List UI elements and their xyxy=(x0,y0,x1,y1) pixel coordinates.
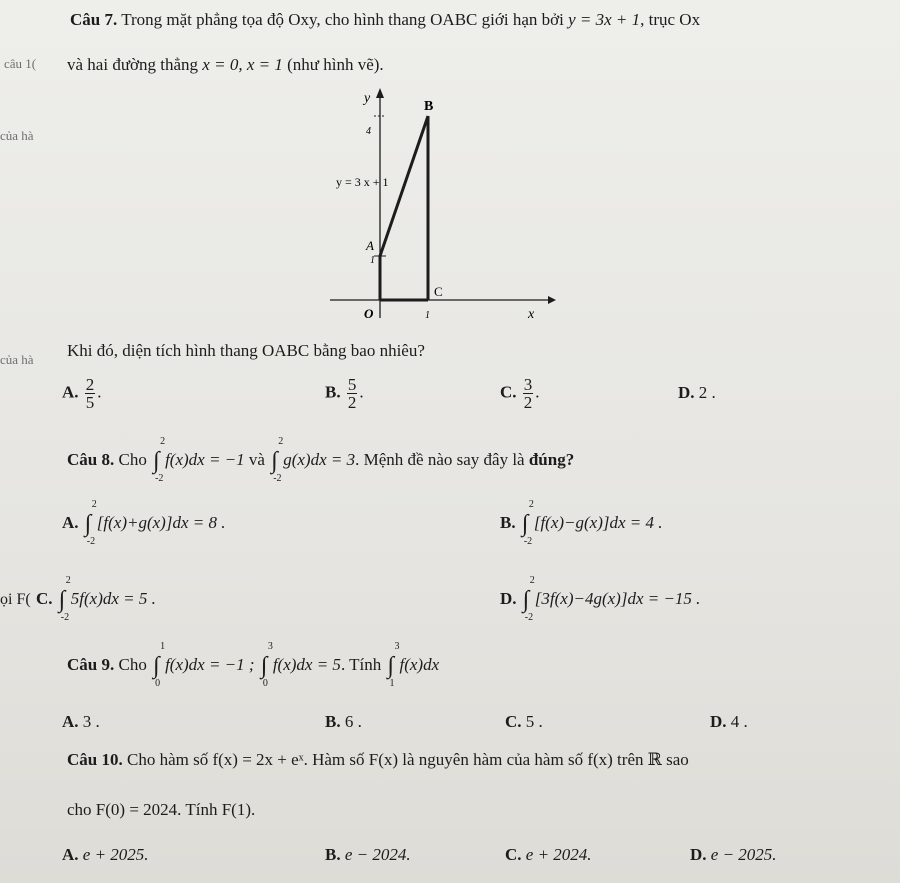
q9-stem xyxy=(67,641,440,689)
q9-option-b-label: B. xyxy=(325,712,341,731)
q9-int2-body: f(x)dx = 5 xyxy=(272,654,341,674)
q7-line2 xyxy=(67,55,384,75)
q10-option-a[interactable] xyxy=(62,845,149,865)
q10-label: Câu 10. xyxy=(67,750,123,769)
q8-option-a-integral: ∫ 2 -2 xyxy=(84,499,97,547)
q7-option-b[interactable] xyxy=(325,376,364,411)
q8-option-d-label: D. xyxy=(500,588,517,608)
q8-option-b-upper: 2 xyxy=(528,499,534,510)
q9-integral-2: ∫ 3 0 xyxy=(260,641,273,689)
q8-option-b-integral: ∫ 2 -2 xyxy=(521,499,534,547)
q8-option-c-label: C. xyxy=(36,588,53,608)
q9-intro: Cho xyxy=(118,654,147,674)
q9-option-d[interactable] xyxy=(710,712,748,732)
q7-option-a-den: 5 xyxy=(85,393,95,412)
q7-option-c[interactable] xyxy=(500,376,540,411)
q7-eq2: x = 0, x = 1 xyxy=(202,55,283,74)
q10-option-a-text: e + 2025. xyxy=(82,845,149,864)
q9-int1-lower: 0 xyxy=(155,678,161,689)
q7-text1: Trong mặt phẳng tọa độ Oxy, cho hình thang OABC giới hạn bởi xyxy=(121,10,564,29)
tick-y4-label: 4 xyxy=(366,126,371,137)
q7-option-a-num: 2 xyxy=(85,375,95,394)
q8-integral-2: ∫ 2 -2 xyxy=(271,436,284,484)
q10-option-b[interactable] xyxy=(325,845,411,865)
origin-label: O xyxy=(364,306,374,321)
q7-label: Câu 7. xyxy=(70,10,118,29)
q9-option-c[interactable] xyxy=(505,712,543,732)
q7-eq1: y = 3x + 1 xyxy=(568,10,641,29)
q9-int1-body: f(x)dx = −1 ; xyxy=(165,654,255,674)
q8-option-d-body: [3f(x)−4g(x)]dx = −15 . xyxy=(534,588,701,608)
q7-option-c-num: 3 xyxy=(523,375,533,394)
q7-option-b-tail: . xyxy=(359,382,364,402)
q7-line1 xyxy=(70,10,700,30)
q9-integral-3: ∫ 3 1 xyxy=(387,641,400,689)
q9-integral-1: ∫ 1 0 xyxy=(153,641,166,689)
q8-option-d-lower: -2 xyxy=(524,612,534,623)
q9-option-a-text: 3 . xyxy=(82,712,100,731)
q8-int1-body: f(x)dx = −1 xyxy=(165,449,245,469)
q9-option-d-text: 4 . xyxy=(730,712,748,731)
x-axis-arrow xyxy=(548,296,556,304)
q8-option-a-upper: 2 xyxy=(91,499,97,510)
q8-option-c-body: 5f(x)dx = 5 . xyxy=(70,588,156,608)
q10-option-c-text: e + 2024. xyxy=(525,845,592,864)
line-equation-label: y = 3 x + 1 xyxy=(336,175,389,189)
q10-option-b-label: B. xyxy=(325,845,341,864)
q7-option-b-den: 2 xyxy=(347,393,357,412)
bleed-text-3: của hà xyxy=(0,352,34,367)
q10-option-a-label: A. xyxy=(62,845,79,864)
q8-option-a-body: [f(x)+g(x)]dx = 8 . xyxy=(96,512,226,532)
q7-option-d[interactable] xyxy=(678,383,716,403)
q8-option-b-body: [f(x)−g(x)]dx = 4 . xyxy=(533,512,663,532)
q9-option-a-label: A. xyxy=(62,712,79,731)
q8-option-c[interactable] xyxy=(36,575,156,623)
x-axis-label: x xyxy=(528,307,535,322)
q9-option-a[interactable] xyxy=(62,712,100,732)
q8-connector: và xyxy=(248,449,265,469)
q10-option-d[interactable] xyxy=(690,845,777,865)
q8-option-d-upper: 2 xyxy=(529,575,535,586)
q7-option-d-text: 2 . xyxy=(698,383,716,402)
q8-integral-1: ∫ 2 -2 xyxy=(153,436,166,484)
q9-int3-lower: 1 xyxy=(389,678,395,689)
q8-int2-upper: 2 xyxy=(278,436,284,447)
point-a-label: A xyxy=(366,238,374,253)
q8-stem xyxy=(67,436,575,484)
q9-int2-lower: 0 xyxy=(262,678,268,689)
q8-tail-bold: đúng? xyxy=(528,449,575,469)
q10-text1: Cho hàm số f(x) = 2x + eˣ. Hàm số F(x) là nguyên hàm của hàm số f(x) trên ℝ sao xyxy=(126,750,689,769)
q8-intro: Cho xyxy=(118,449,147,469)
y-axis-arrow xyxy=(376,88,384,98)
q9-option-c-text: 5 . xyxy=(525,712,543,731)
trapezoid-figure xyxy=(330,88,560,328)
q8-option-a-label: A. xyxy=(62,512,79,532)
q9-int3-body: f(x)dx xyxy=(399,654,440,674)
q9-int3-upper: 3 xyxy=(394,641,400,652)
point-c-label: C xyxy=(434,284,443,299)
q7-option-b-frac xyxy=(347,376,358,411)
q8-int2-body: g(x)dx = 3 xyxy=(283,449,356,469)
q8-option-c-integral: ∫ 2 -2 xyxy=(58,575,71,623)
q8-option-a-lower: -2 xyxy=(86,536,96,547)
q10-option-b-text: e − 2024. xyxy=(344,845,411,864)
q7-text2: và hai đường thẳng xyxy=(67,55,199,74)
q10-option-d-text: e − 2025. xyxy=(710,845,777,864)
q8-tail: . Mệnh đề nào say đây là xyxy=(355,449,525,469)
q8-option-d[interactable] xyxy=(500,575,701,623)
q8-option-b-label: B. xyxy=(500,512,516,532)
q7-tail2: (như hình vẽ). xyxy=(287,55,384,74)
q8-option-b[interactable] xyxy=(500,499,663,547)
q9-option-b[interactable] xyxy=(325,712,362,732)
q7-option-a-tail: . xyxy=(97,382,102,402)
q10-line2: cho F(0) = 2024. Tính F(1). xyxy=(67,800,256,819)
q7-option-a[interactable] xyxy=(62,376,102,411)
q9-label: Câu 9. xyxy=(67,654,115,674)
q7-option-c-den: 2 xyxy=(523,393,533,412)
q7-tail1: , trục Ox xyxy=(640,10,701,29)
q9-option-c-label: C. xyxy=(505,712,522,731)
q8-label: Câu 8. xyxy=(67,449,115,469)
q7-option-b-num: 5 xyxy=(347,375,357,394)
q9-mid: . Tính xyxy=(340,654,382,674)
q7-option-c-label: C. xyxy=(500,382,517,402)
q8-int1-upper: 2 xyxy=(160,436,166,447)
q7-option-a-frac xyxy=(85,376,96,411)
q9-option-d-label: D. xyxy=(710,712,727,731)
q9-option-b-text: 6 . xyxy=(344,712,362,731)
q9-int1-upper: 1 xyxy=(160,641,166,652)
q7-option-c-frac xyxy=(523,376,534,411)
bleed-text-4: ọi F( xyxy=(0,591,31,608)
q9-int2-upper: 3 xyxy=(267,641,273,652)
q7-option-d-label: D. xyxy=(678,383,695,402)
q8-option-b-lower: -2 xyxy=(523,536,533,547)
point-b-label: B xyxy=(424,99,434,114)
q10-option-c-label: C. xyxy=(505,845,522,864)
q8-option-a[interactable] xyxy=(62,499,226,547)
q8-int1-lower: -2 xyxy=(155,473,164,484)
q8-option-c-lower: -2 xyxy=(60,612,70,623)
bleed-text-1: câu 1( xyxy=(4,56,37,71)
q10-option-c[interactable] xyxy=(505,845,592,865)
q8-int2-lower: -2 xyxy=(273,473,282,484)
q10-line1 xyxy=(67,750,689,770)
q7-question: Khi đó, diện tích hình thang OABC bằng bao nhiêu? xyxy=(67,341,425,360)
q7-option-c-tail: . xyxy=(535,382,540,402)
y-axis-label: y xyxy=(364,91,371,106)
q8-option-d-integral: ∫ 2 -2 xyxy=(522,575,535,623)
q7-option-a-label: A. xyxy=(62,382,79,402)
tick-y1-label: 1 xyxy=(370,255,375,266)
tick-x1-label: 1 xyxy=(425,310,430,321)
q7-option-b-label: B. xyxy=(325,382,341,402)
bleed-text-2: của hà xyxy=(0,128,34,143)
q8-option-c-upper: 2 xyxy=(65,575,71,586)
q10-option-d-label: D. xyxy=(690,845,707,864)
